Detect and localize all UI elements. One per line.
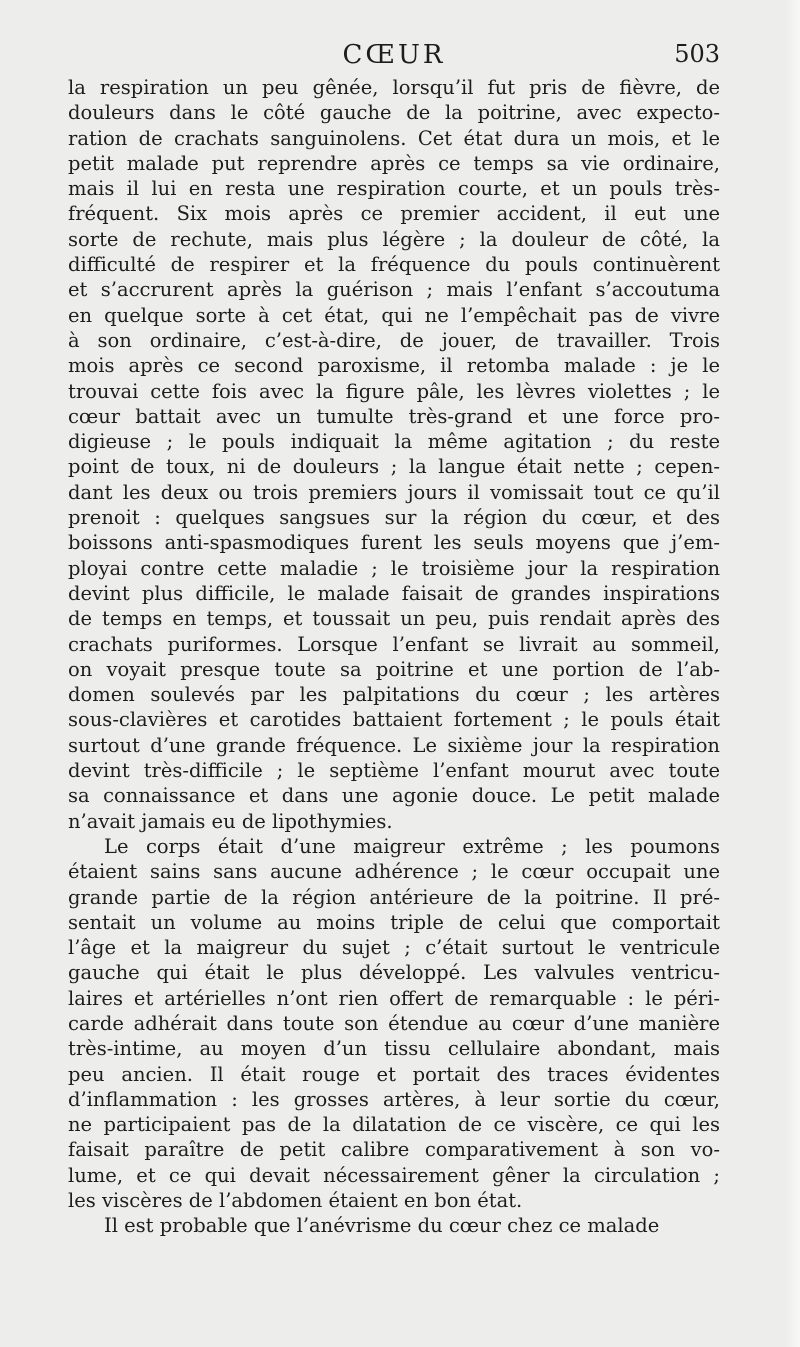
text-line: à son ordinaire, c’est-à-dire, de jouer, de travailler. Trois bbox=[68, 328, 720, 352]
text-line: mais il lui en resta une respiration courte, et un pouls très- bbox=[68, 177, 720, 201]
text-line: petit malade put reprendre après ce temps sa vie ordinaire, bbox=[68, 151, 720, 175]
text-line: la respiration un peu gênée, lorsqu’il fut pris de fièvre, de bbox=[68, 76, 720, 99]
text-line: ration de crachats sanguinolens. Cet état dura un mois, et le bbox=[68, 126, 720, 150]
text-line: carde adhérait dans toute son étendue au cœur d’une manière bbox=[68, 1011, 720, 1035]
page-header-title: CŒUR bbox=[342, 40, 446, 70]
text-line: n’avait jamais eu de lipothymies. bbox=[68, 809, 393, 833]
text-line: l’âge et la maigreur du sujet ; c’était surtout le ventricule bbox=[68, 936, 720, 960]
text-line: crachats puriformes. Lorsque l’enfant se livrait au sommeil, bbox=[68, 632, 720, 656]
text-line: boissons anti-spasmodiques furent les seuls moyens que j’em- bbox=[68, 531, 720, 555]
text-line: on voyait presque toute sa poitrine et une portion de l’ab- bbox=[68, 657, 720, 681]
text-line: peu ancien. Il était rouge et portait des traces évidentes bbox=[68, 1062, 720, 1086]
text-line: trouvai cette fois avec la figure pâle, les lèvres violettes ; le bbox=[68, 379, 720, 403]
text-line: devint très-difficile ; le septième l’enfant mourut avec toute bbox=[68, 759, 720, 783]
text-line: domen soulevés par les palpitations du cœur ; les artères bbox=[68, 683, 720, 707]
text-line: ployai contre cette maladie ; le troisième jour la respiration bbox=[68, 556, 720, 580]
paragraph bbox=[68, 1213, 720, 1238]
text-line: et s’accrurent après la guérison ; mais l’enfant s’accoutuma bbox=[68, 278, 720, 302]
text-line: de temps en temps, et toussait un peu, puis rendait après des bbox=[68, 607, 720, 631]
text-line: sous-clavières et carotides battaient fortement ; le pouls était bbox=[68, 708, 720, 732]
text-line: ne participaient pas de la dilatation de ce viscère, ce qui les bbox=[68, 1113, 720, 1137]
text-line: laires et artérielles n’ont rien offert de remarquable : le péri- bbox=[68, 986, 720, 1010]
text-line: fréquent. Six mois après ce premier accident, il eut une bbox=[68, 202, 720, 226]
text-line: point de toux, ni de douleurs ; la langue était nette ; cepen- bbox=[68, 455, 720, 479]
text-line: Il est probable que l’anévrisme du cœur chez ce malade bbox=[104, 1214, 660, 1238]
paragraph bbox=[68, 834, 720, 1213]
text-line: difficulté de respirer et la fréquence du pouls continuèrent bbox=[68, 253, 720, 277]
text-line: douleurs dans le côté gauche de la poitrine, avec expecto- bbox=[68, 101, 720, 125]
text-line: sa connaissance et dans une agonie douce. Le petit malade bbox=[68, 784, 720, 808]
text-line: d’inflammation : les grosses artères, à leur sortie du cœur, bbox=[68, 1087, 720, 1111]
text-line: en quelque sorte à cet état, qui ne l’empêchait pas de vivre bbox=[68, 303, 720, 327]
text-line: dant les deux ou trois premiers jours il vomissait tout ce qu’il bbox=[68, 480, 720, 504]
text-line: surtout d’une grande fréquence. Le sixième jour la respiration bbox=[68, 733, 720, 757]
text-line: digieuse ; le pouls indiquait la même agitation ; du reste bbox=[68, 430, 720, 454]
text-line: mois après ce second paroxisme, il retomba malade : je le bbox=[68, 354, 720, 378]
text-line: grande partie de la région antérieure de la poitrine. Il pré- bbox=[68, 885, 720, 909]
text-line: les viscères de l’abdomen étaient en bon état. bbox=[68, 1189, 523, 1213]
text-line: devint plus difficile, le malade faisait de grandes inspirations bbox=[68, 581, 720, 605]
text-line: prenoit : quelques sangsues sur la région du cœur, et des bbox=[68, 506, 720, 530]
text-line: très-intime, au moyen d’un tissu cellulaire abondant, mais bbox=[68, 1037, 720, 1061]
running-head bbox=[68, 40, 720, 76]
text-line: étaient sains sans aucune adhérence ; le cœur occupait une bbox=[68, 860, 720, 884]
paragraph bbox=[68, 75, 720, 834]
text-line: faisait paraître de petit calibre comparativement à son vo- bbox=[68, 1138, 720, 1162]
text-line: Le corps était d’une maigreur extrême ; les poumons bbox=[104, 834, 720, 858]
page-number: 503 bbox=[674, 40, 720, 68]
text-line: cœur battait avec un tumulte très-grand et une force pro- bbox=[68, 404, 720, 428]
text-line: sorte de rechute, mais plus légère ; la douleur de côté, la bbox=[68, 227, 720, 251]
text-line: gauche qui était le plus développé. Les valvules ventricu- bbox=[68, 961, 720, 985]
body-text bbox=[68, 75, 720, 1239]
text-line: lume, et ce qui devait nécessairement gêner la circulation ; bbox=[68, 1163, 720, 1187]
text-line: sentait un volume au moins triple de celui que comportait bbox=[68, 910, 720, 934]
